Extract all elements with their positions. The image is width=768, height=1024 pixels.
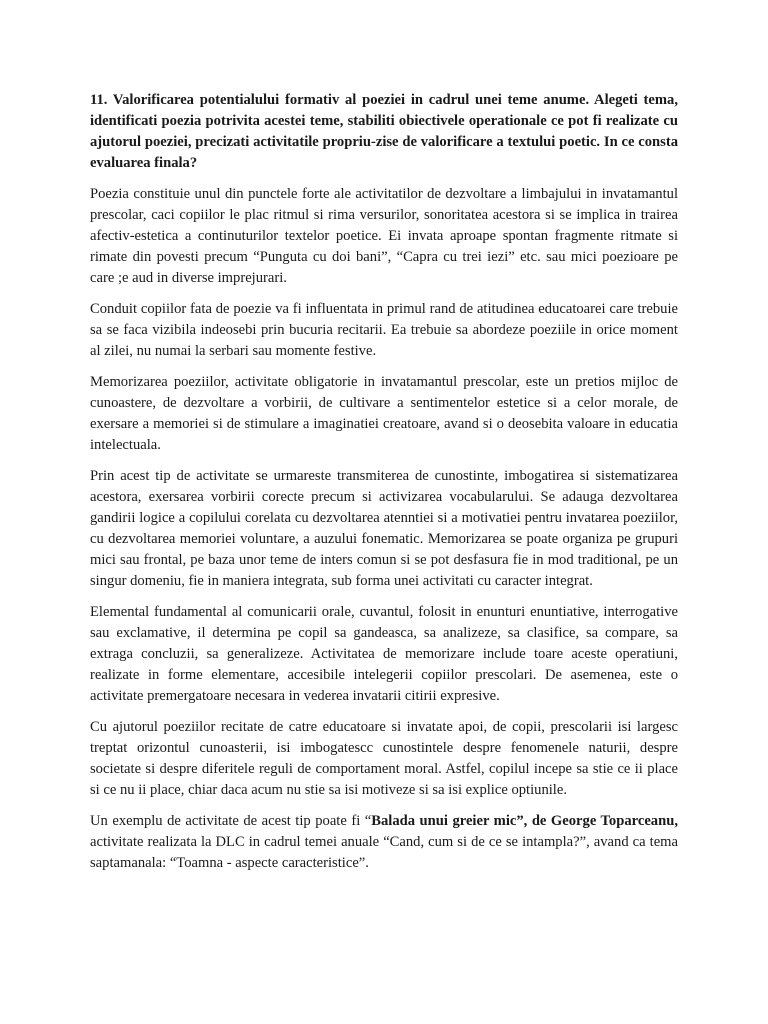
paragraph-5: Elemental fundamental al comunicarii orale, cuvantul, folosit in enunturi enuntiative, interrogative sau exclamative, il determina pe copil sa gandeasca, sa analizeze, sa clasifice, sa compare, sa extraga concluzii, sa generalizeze. Activitatea de memorizare include toare aceste operatiuni, realizate in forme elementare, accesibile intelegerii copiilor prescolari. De asemenea, este o activitate premergatoare necesara in vederea invatarii citirii expresive. xyxy=(90,604,678,704)
paragraph-1: Poezia constituie unul din punctele forte ale activitatilor de dezvoltare a limbajului in invatamantul prescolar, caci copiilor le plac ritmul si rima versurilor, sonoritatea acestora si se implica in trairea afectiv-estetica a continuturilor textelor poetice. Ei invata aproape spontan fragmente ritmate si rimate din povesti precum “Punguta cu doi bani”, “Capra cu trei iezi” etc. sau mici poezioare pe care ;e aud in diverse imprejurari. xyxy=(90,186,678,286)
paragraph-7 xyxy=(90,811,678,874)
paragraph-7-suffix: activitate realizata la DLC in cadrul temei anuale “Cand, cum si de ce se intampla?”, avand ca tema saptamanala: “Toamna - aspecte caracteristice”. xyxy=(90,834,678,871)
paragraph-4: Prin acest tip de activitate se urmareste transmiterea de cunostinte, imbogatirea si sistematizarea acestora, exersarea vorbirii corecte precum si activizarea vocabularului. Se adauga dezvoltarea gandirii logice a copilului corelata cu dezvoltarea atenntiei si a motivatiei pentru invatarea poeziilor, cu dezvoltarea memoriei voluntare, a auzului fonematic. Memorizarea se poate organiza pe grupuri mici sau frontal, pe baza unor teme de inters comun si se pot desfasura fie in mod traditional, pe un singur domeniu, fie in maniera integrata, sub forma unei activitati cu caracter integrat. xyxy=(90,468,678,589)
poem-title-bold: Balada unui greier mic”, de George Toparceanu, xyxy=(371,813,678,829)
document-page xyxy=(90,90,678,884)
paragraph-6: Cu ajutorul poeziilor recitate de catre educatoare si invatate apoi, de copii, prescolarii isi largesc treptat orizontul cunoasterii, isi imbogatescc cunostintele despre fenomenele naturii, despre societate si despre diferitele reguli de comportament moral. Astfel, copilul incepe sa stie ce ii place si ce nu ii place, chiar daca acum nu stie sa isi motiveze si sa isi explice optiunile. xyxy=(90,719,678,798)
paragraph-7-prefix: Un exemplu de activitate de acest tip poate fi “ xyxy=(90,813,372,829)
paragraph-3: Memorizarea poeziilor, activitate obligatorie in invatamantul prescolar, este un pretios mijloc de cunoastere, de dezvoltare a vorbirii, de cultivare a sentimentelor estetice si a celor morale, de exersare a memoriei si de stimulare a imaginatiei creatoare, avand si o deosebita valoare in educatia intelectuala. xyxy=(90,374,678,453)
question-heading: 11. Valorificarea potentialului formativ al poeziei in cadrul unei teme anume. Alegeti tema, identificati poezia potrivita acestei teme, stabiliti obiectivele operationale ce pot fi realizate cu ajutorul poeziei, precizati activitatile propriu-zise de valorificare a textului poetic. In ce consta evaluarea finala? xyxy=(90,92,678,171)
paragraph-2: Conduit copiilor fata de poezie va fi influentata in primul rand de atitudinea educatoarei care trebuie sa se faca vizibila indeosebi prin bucuria recitarii. Ea trebuie sa abordeze poeziile in orice moment al zilei, nu numai la serbari sau momente festive. xyxy=(90,301,678,359)
